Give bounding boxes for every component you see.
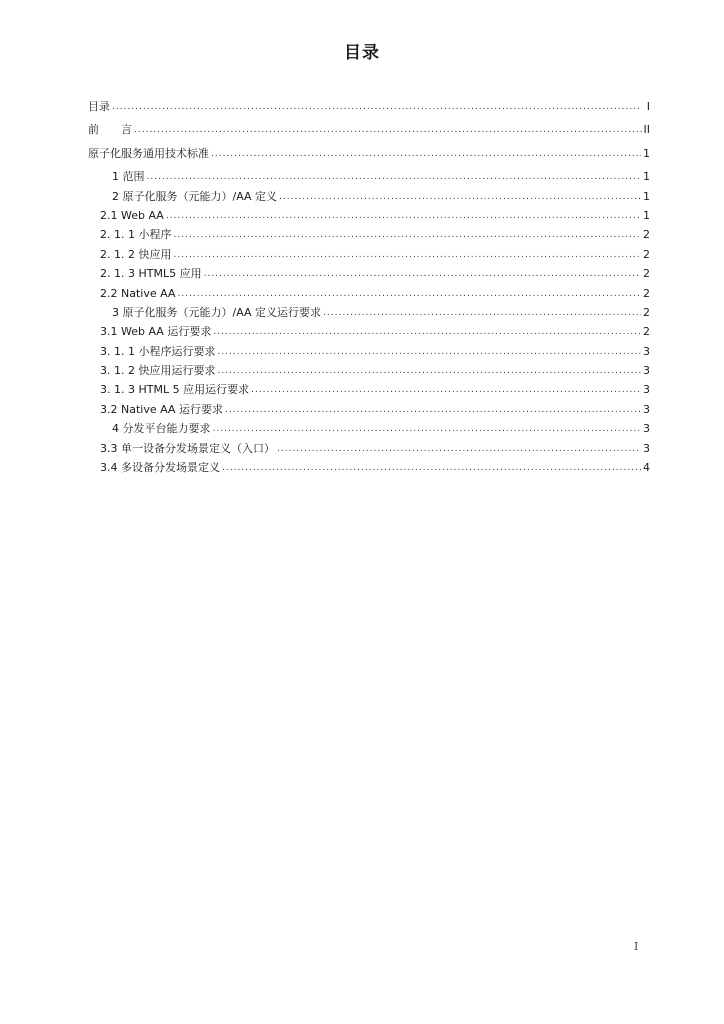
toc-entry[interactable]: [88, 322, 650, 341]
toc-dot-leader: [217, 343, 641, 362]
toc-dot-leader: [112, 98, 642, 117]
toc-entry[interactable]: [88, 206, 650, 225]
toc-entry-page: 2: [643, 286, 650, 300]
toc-entry-page: 1: [643, 208, 650, 222]
toc-entry-page: 2: [643, 267, 650, 281]
toc-entry-page: 3: [643, 441, 650, 455]
toc-entry-label: 2. 1. 3 HTML5 应用: [100, 267, 202, 281]
toc-entry[interactable]: [88, 380, 650, 399]
toc-dot-leader: [277, 440, 641, 459]
toc-dot-leader: [173, 226, 641, 245]
toc-dot-leader: [211, 145, 641, 164]
toc-entry-page: 2: [643, 325, 650, 339]
toc-entry-page: 4: [643, 461, 650, 475]
page-number: I: [634, 940, 639, 953]
toc-entry[interactable]: [88, 97, 650, 116]
toc-entry-page: 3: [643, 422, 650, 436]
toc-entry-label: 2. 1. 1 小程序: [100, 228, 172, 242]
toc-entry-page: 3: [643, 383, 650, 397]
toc-dot-leader: [217, 362, 641, 381]
toc-entry-label: 3. 1. 3 HTML 5 应用运行要求: [100, 383, 250, 397]
toc-dot-leader: [204, 265, 641, 284]
toc-entry-label: 4 分发平台能力要求: [112, 422, 211, 436]
toc-entry-label: 3.3 单一设备分发场景定义（入口）: [100, 441, 275, 455]
toc-entry[interactable]: [88, 187, 650, 206]
toc-entry-page: 2: [643, 228, 650, 242]
toc-entry-label: 目录: [88, 100, 110, 113]
table-of-contents: [88, 97, 650, 477]
toc-dot-leader: [225, 401, 641, 420]
toc-entry-label: 原子化服务通用技术标准: [88, 146, 209, 160]
toc-entry[interactable]: [88, 264, 650, 283]
toc-entry-label: 2.1 Web AA: [100, 208, 164, 222]
toc-entry-label: 2 原子化服务（元能力）/AA 定义: [112, 189, 278, 203]
toc-entry-label: 1 范围: [112, 170, 145, 184]
toc-entry-label: 3.1 Web AA 运行要求: [100, 325, 212, 339]
toc-entry[interactable]: [88, 400, 650, 419]
toc-entry-page: II: [643, 123, 650, 137]
toc-dot-leader: [213, 323, 641, 342]
toc-entry[interactable]: [88, 361, 650, 380]
toc-entry-page: 2: [643, 305, 650, 319]
toc-dot-leader: [134, 121, 642, 140]
toc-entry-page: I: [646, 100, 650, 113]
toc-dot-leader: [147, 168, 642, 187]
toc-entry[interactable]: [88, 439, 650, 458]
toc-entry[interactable]: [88, 458, 650, 477]
toc-entry[interactable]: [88, 120, 650, 139]
toc-entry-label: 3 原子化服务（元能力）/AA 定义运行要求: [112, 305, 322, 319]
toc-entry-label: 3. 1. 1 小程序运行要求: [100, 344, 216, 358]
toc-entry[interactable]: [88, 303, 650, 322]
toc-entry[interactable]: [88, 245, 650, 264]
toc-dot-leader: [323, 304, 641, 323]
toc-dot-leader: [166, 207, 641, 226]
toc-entry-label: 2.2 Native AA: [100, 286, 176, 300]
toc-dot-leader: [279, 188, 641, 207]
toc-dot-leader: [251, 381, 641, 400]
toc-entry-page: 3: [643, 344, 650, 358]
toc-dot-leader: [222, 459, 641, 478]
toc-dot-leader: [177, 285, 641, 304]
toc-dot-leader: [173, 246, 641, 265]
toc-entry-page: 1: [643, 189, 650, 203]
toc-entry-page: 2: [643, 247, 650, 261]
toc-entry-label: 前 言: [88, 123, 132, 137]
toc-entry-page: 1: [643, 170, 650, 184]
toc-entry-label: 3. 1. 2 快应用运行要求: [100, 364, 216, 378]
toc-entry-label: 3.2 Native AA 运行要求: [100, 402, 223, 416]
page-title: 目录: [344, 43, 380, 63]
toc-entry-label: 2. 1. 2 快应用: [100, 247, 172, 261]
toc-entry-page: 3: [643, 364, 650, 378]
toc-entry-label: 3.4 多设备分发场景定义: [100, 461, 220, 475]
toc-dot-leader: [213, 420, 642, 439]
toc-entry[interactable]: [88, 225, 650, 244]
toc-entry[interactable]: [88, 342, 650, 361]
toc-entry[interactable]: [88, 167, 650, 186]
toc-entry[interactable]: [88, 419, 650, 438]
toc-entry-page: 3: [643, 402, 650, 416]
toc-entry-page: 1: [643, 146, 650, 160]
toc-entry[interactable]: [88, 144, 650, 163]
toc-entry[interactable]: [88, 284, 650, 303]
